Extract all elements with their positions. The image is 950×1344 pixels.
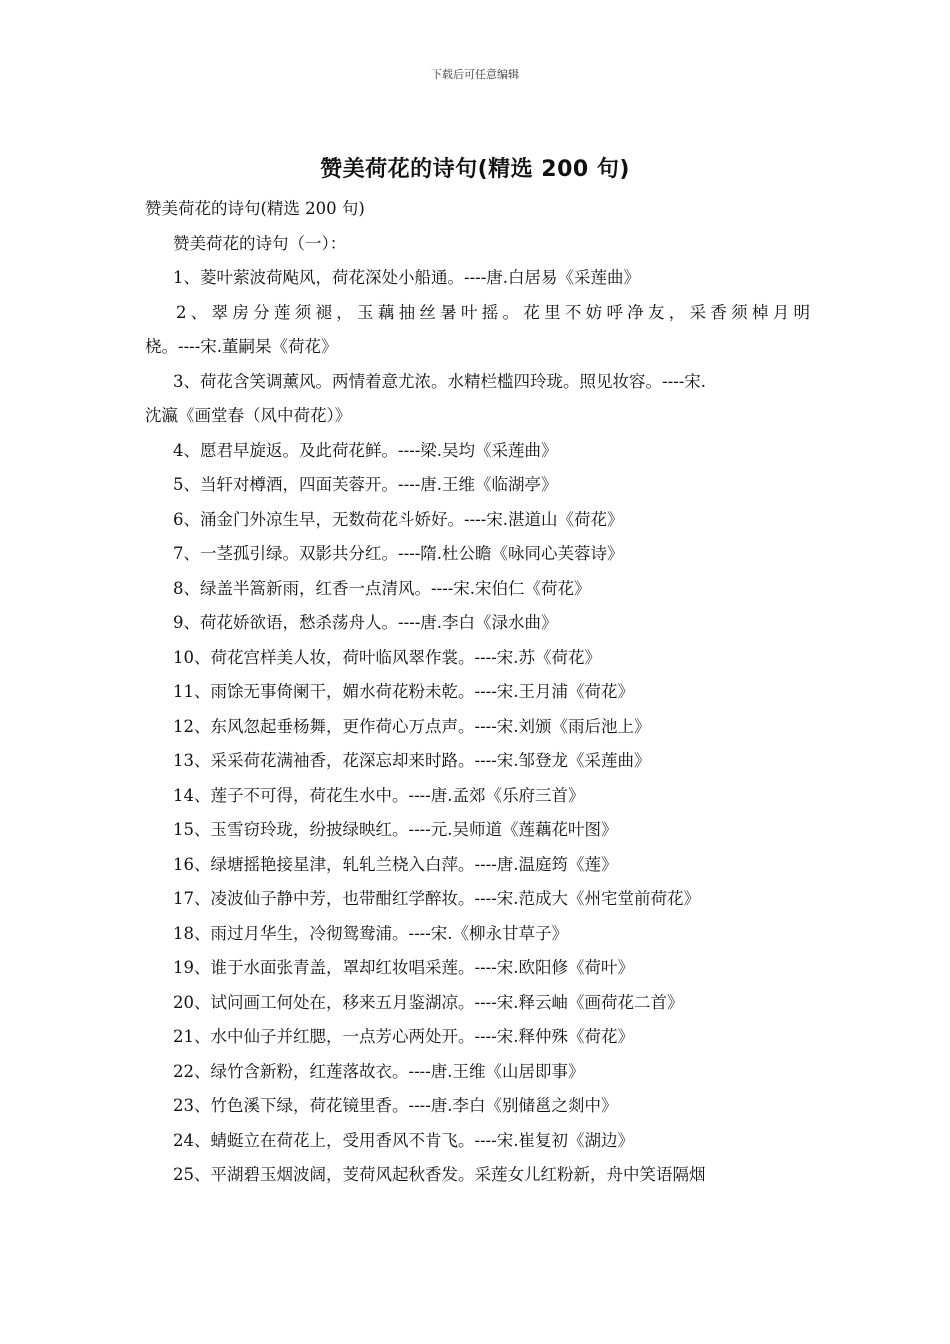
poem-line: 19、谁于水面张青盖，罩却红妆唱采莲。----宋.欧阳修《荷叶》 [173,958,635,977]
document-title: 赞美荷花的诗句(精选 200 句) [320,157,630,182]
poem-line [145,1262,810,1297]
poem-line: 12、东风忽起垂杨舞，更作荷心万点声。----宋.刘颁《雨后池上》 [173,716,651,736]
page-header-note: 下载后可任意编辑 [431,68,519,81]
poem-line [145,1227,810,1262]
section-heading: 赞美荷花的诗句（一）： [173,233,347,253]
poem-line: 4、愿君早旋返。及此荷花鲜。----梁.吴均《采莲曲》 [173,440,558,460]
poem-line: 6、涌金门外凉生早，无数荷花斗娇好。----宋.湛道山《荷花》 [173,509,624,529]
poem-line: 2、翠房分莲须褪，玉藕抽丝暑叶摇。花里不妨呼净友，采香须棹月明 [176,302,810,322]
poem-line: 8、绿盖半篙新雨，红香一点清风。----宋.宋伯仁《荷花》 [173,578,591,598]
poem-line: 24、蜻蜓立在荷花上，受用香风不肯飞。----宋.崔复初《湖边》 [173,1130,635,1150]
poem-line: 13、采采荷花满袖香，花深忘却来时路。----宋.邹登龙《采莲曲》 [173,751,651,770]
poem-line: 11、雨馀无事倚阑干，媚水荷花粉未乾。----宋.王月浦《荷花》 [173,682,635,701]
poem-line: 3、荷花含笑调薰风。两情着意尤浓。水精栏槛四玲珑。照见妆容。----宋. [173,371,707,391]
poem-line: 21、水中仙子并红腮，一点芳心两处开。----宋.释仲殊《荷花》 [173,1027,635,1046]
subtitle-line: 赞美荷花的诗句(精选 200 句) [145,199,365,218]
poem-line: 18、雨过月华生，冷彻鸳鸯浦。----宋.《柳永甘草子》 [173,923,569,943]
poem-line-continuation: 沈瀛《画堂春（风中荷花）》 [145,406,352,425]
poem-line: 15、玉雪窃玲珑，纷披绿映红。----元.吴师道《莲藕花叶图》 [173,820,618,839]
poem-line: 1、菱叶萦波荷飐风，荷花深处小船通。----唐.白居易《采莲曲》 [173,268,641,287]
poem-line: 9、荷花娇欲语，愁杀荡舟人。----唐.李白《渌水曲》 [173,613,558,632]
poem-line [145,1193,810,1228]
poem-line: 7、一茎孤引绿。双影共分红。----隋.杜公瞻《咏同心芙蓉诗》 [173,544,624,563]
document-body [145,192,810,1296]
poem-line: 14、莲子不可得，荷花生水中。----唐.孟郊《乐府三首》 [173,785,585,805]
poem-line: 23、竹色溪下绿，荷花镜里香。----唐.李白《别储邕之剡中》 [173,1096,618,1115]
poem-line: 25、平湖碧玉烟波阔，芰荷风起秋香发。采莲女儿红粉新，舟中笑语隔烟 [173,1165,706,1184]
poem-line: 17、凌波仙子静中芳，也带酣红学醉妆。----宋.范成大《州宅堂前荷花》 [173,889,701,908]
poem-line: 16、绿塘摇艳接星津，轧轧兰桡入白萍。----唐.温庭筠《莲》 [173,854,618,874]
poem-line-continuation: 桡。----宋.董嗣杲《荷花》 [145,337,338,356]
poem-line: 22、绿竹含新粉，红莲落故衣。----唐.王维《山居即事》 [173,1061,585,1081]
poem-line: 10、荷花宫样美人妆，荷叶临风翠作裳。----宋.苏《荷花》 [173,647,602,667]
poem-line: 5、当轩对樽酒，四面芙蓉开。----唐.王维《临湖亭》 [173,475,558,494]
poem-line: 20、试问画工何处在，移来五月鉴湖凉。----宋.释云岫《画荷花二首》 [173,992,684,1012]
